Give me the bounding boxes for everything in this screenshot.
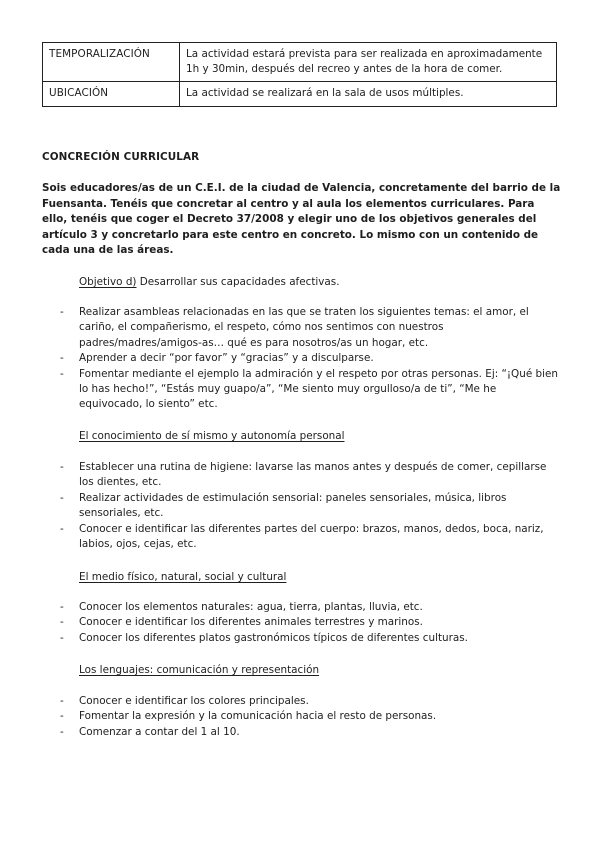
- area-heading-medio: El medio físico, natural, social y cultural: [79, 571, 287, 583]
- area-heading-lenguajes: Los lenguajes: comunicación y representación: [79, 664, 320, 676]
- list-item: [60, 460, 562, 491]
- list-item: [60, 615, 562, 630]
- list-item-text: Fomentar la expresión y la comunicación hacia el resto de personas.: [79, 710, 437, 723]
- objective-list: [60, 305, 562, 413]
- list-item: [60, 709, 562, 724]
- bullet-dash: -: [60, 631, 64, 644]
- objective-heading: [79, 275, 340, 290]
- list-item-text: Realizar asambleas relacionadas en las que se traten los siguientes temas: el amor, el cariño, el compañerismo, el respeto, cómo nos sentimos con nuestros padres/madres/amigos-as… qué es para nosotros/as un hogar, etc.: [79, 306, 529, 349]
- list-item-text: Conocer e identificar los diferentes animales terrestres y marinos.: [79, 616, 423, 629]
- list-item: [60, 367, 562, 413]
- area-list-lenguajes: [60, 694, 562, 740]
- objective-text: Desarrollar sus capacidades afectivas.: [136, 276, 340, 288]
- list-item-text: Realizar actividades de estimulación sensorial: paneles sensoriales, música, libros sensoriales, etc.: [79, 491, 507, 520]
- table-value-ubicacion: La actividad se realizará en la sala de usos múltiples.: [180, 82, 557, 107]
- list-item: [60, 305, 562, 351]
- bullet-dash: -: [60, 306, 64, 318]
- list-item-text: Fomentar mediante el ejemplo la admiración y el respeto por otras personas. Ej: “¡Qué bien lo has hecho!”, “Estás muy guapo/a”, “Me siento muy orgulloso/a de ti”, “Me he equivocado, lo siento” etc.: [79, 367, 558, 411]
- bullet-dash: -: [60, 695, 64, 707]
- list-item-text: Establecer una rutina de higiene: lavarse las manos antes y después de comer, cepillarse los dientes, etc.: [79, 461, 547, 489]
- list-item-text: Conocer los diferentes platos gastronómicos típicos de diferentes culturas.: [79, 631, 468, 644]
- bullet-dash: -: [60, 616, 64, 629]
- bullet-dash: -: [60, 710, 64, 723]
- list-item: [60, 600, 562, 615]
- list-item-text: Aprender a decir “por favor” y “gracias” y a disculparse.: [79, 352, 374, 365]
- objective-label: Objetivo d): [79, 276, 137, 288]
- bullet-dash: -: [60, 367, 64, 380]
- list-item: [60, 491, 562, 522]
- section-title: CONCRECIÓN CURRICULAR: [42, 151, 200, 163]
- list-item: [60, 522, 562, 553]
- info-table: [42, 42, 557, 107]
- list-item-text: Conocer e identificar las diferentes partes del cuerpo: brazos, manos, dedos, boca, nariz, labios, ojos, cejas, etc.: [79, 522, 544, 551]
- area-list-medio: [60, 600, 562, 646]
- bullet-dash: -: [60, 725, 64, 738]
- intro-paragraph: Sois educadores/as de un C.E.I. de la ciudad de Valencia, concretamente del barrio de la Fuensanta. Tenéis que concretar al centro y al aula los elementos curriculares. Para ello, tenéis que coger el Decreto 37/2008 y elegir uno de los objetivos generales del artículo 3 y concretarlo para este centro en concreto. Lo mismo con un contenido de cada una de las áreas.: [42, 182, 561, 257]
- bullet-dash: -: [60, 352, 64, 365]
- list-item: [60, 694, 562, 709]
- area-list-autonomia: [60, 460, 562, 552]
- bullet-dash: -: [60, 522, 64, 535]
- table-value-temporalizacion: La actividad estará prevista para ser realizada en aproximadamente 1h y 30min, después del recreo y antes de la hora de comer.: [180, 43, 557, 82]
- list-item-text: Conocer e identificar los colores principales.: [79, 695, 309, 707]
- table-key-temporalizacion: TEMPORALIZACIÓN: [43, 43, 180, 82]
- list-item-text: Comenzar a contar del 1 al 10.: [79, 725, 240, 738]
- list-item: [60, 351, 562, 366]
- bullet-dash: -: [60, 461, 64, 473]
- bullet-dash: -: [60, 601, 64, 613]
- table-row: [43, 82, 557, 107]
- list-item: [60, 631, 562, 646]
- area-heading-autonomia: El conocimiento de sí mismo y autonomía personal: [79, 430, 345, 442]
- list-item-text: Conocer los elementos naturales: agua, tierra, plantas, lluvia, etc.: [79, 601, 423, 613]
- table-key-ubicacion: UBICACIÓN: [43, 82, 180, 107]
- bullet-dash: -: [60, 491, 64, 504]
- table-row: [43, 43, 557, 82]
- list-item: [60, 725, 562, 740]
